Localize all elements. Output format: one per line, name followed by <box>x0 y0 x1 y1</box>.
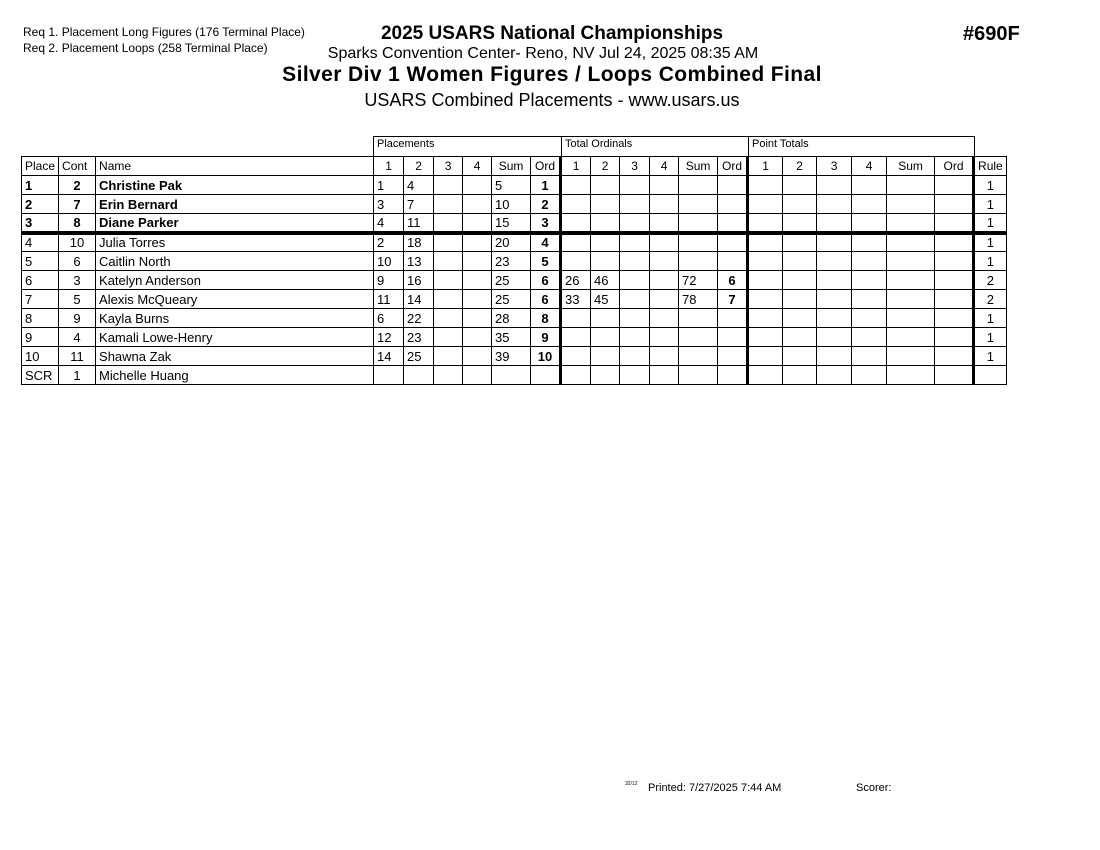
cell-place: 5 <box>22 252 59 271</box>
cell-t3 <box>817 347 852 366</box>
cell-pord <box>531 366 561 385</box>
cell-o4 <box>650 233 679 252</box>
col-ordinal-4: 4 <box>650 157 679 176</box>
cell-o2 <box>591 309 620 328</box>
cell-psum: 15 <box>492 214 531 233</box>
cell-p2 <box>404 366 434 385</box>
cell-tord <box>935 176 974 195</box>
cell-p4 <box>463 271 492 290</box>
cell-psum: 10 <box>492 195 531 214</box>
cell-p1: 12 <box>374 328 404 347</box>
cell-p3 <box>434 309 463 328</box>
cell-place: 10 <box>22 347 59 366</box>
cell-o1 <box>561 309 591 328</box>
cell-psum: 25 <box>492 290 531 309</box>
cell-o1 <box>561 328 591 347</box>
cell-cont: 6 <box>59 252 96 271</box>
cell-o1 <box>561 252 591 271</box>
scorer-label: Scorer: <box>856 782 892 794</box>
col-points-2: 2 <box>783 157 817 176</box>
cell-o3 <box>620 347 650 366</box>
col-points-sum: Sum <box>887 157 935 176</box>
cell-tord <box>935 252 974 271</box>
cell-t3 <box>817 366 852 385</box>
cell-o3 <box>620 271 650 290</box>
subtitle: USARS Combined Placements - www.usars.us <box>364 90 740 110</box>
cell-cont: 9 <box>59 309 96 328</box>
cell-t3 <box>817 252 852 271</box>
table-row <box>22 290 1007 309</box>
cell-t4 <box>852 252 887 271</box>
cell-osum <box>679 176 718 195</box>
cell-t2 <box>783 214 817 233</box>
cell-o3 <box>620 195 650 214</box>
cell-name: Alexis McQueary <box>96 290 374 309</box>
cell-p2: 25 <box>404 347 434 366</box>
cell-tord <box>935 309 974 328</box>
table-row <box>22 176 1007 195</box>
cell-p1: 4 <box>374 214 404 233</box>
cell-o1: 26 <box>561 271 591 290</box>
col-placement-2: 2 <box>404 157 434 176</box>
cell-p2: 18 <box>404 233 434 252</box>
col-placement-4: 4 <box>463 157 492 176</box>
cell-place: 1 <box>22 176 59 195</box>
cell-osum <box>679 214 718 233</box>
cell-rule: 2 <box>974 290 1007 309</box>
cell-tord <box>935 271 974 290</box>
cell-name: Julia Torres <box>96 233 374 252</box>
cell-oord <box>718 309 748 328</box>
cell-tsum <box>887 252 935 271</box>
col-points-1: 1 <box>748 157 783 176</box>
col-points-3: 3 <box>817 157 852 176</box>
cell-t1 <box>748 176 783 195</box>
cell-psum: 35 <box>492 328 531 347</box>
cell-cont: 5 <box>59 290 96 309</box>
cell-tord <box>935 366 974 385</box>
cell-t2 <box>783 328 817 347</box>
cell-t1 <box>748 290 783 309</box>
cell-rule: 1 <box>974 309 1007 328</box>
cell-t2 <box>783 252 817 271</box>
col-ordinal-sum: Sum <box>679 157 718 176</box>
cell-cont: 11 <box>59 347 96 366</box>
cell-p4 <box>463 290 492 309</box>
cell-p1: 9 <box>374 271 404 290</box>
cell-o4 <box>650 366 679 385</box>
cell-o3 <box>620 290 650 309</box>
cell-p1 <box>374 366 404 385</box>
cell-o4 <box>650 176 679 195</box>
cell-t4 <box>852 366 887 385</box>
cell-oord <box>718 366 748 385</box>
cell-p1: 1 <box>374 176 404 195</box>
cell-pord: 8 <box>531 309 561 328</box>
cell-o4 <box>650 195 679 214</box>
cell-rule: 1 <box>974 233 1007 252</box>
cell-t1 <box>748 366 783 385</box>
cell-p3 <box>434 195 463 214</box>
cell-name: Michelle Huang <box>96 366 374 385</box>
cell-rule: 1 <box>974 252 1007 271</box>
cell-t4 <box>852 176 887 195</box>
cell-cont: 10 <box>59 233 96 252</box>
col-name: Name <box>96 157 374 176</box>
cell-rule: 1 <box>974 176 1007 195</box>
cell-place: 3 <box>22 214 59 233</box>
col-ordinal-3: 3 <box>620 157 650 176</box>
cell-t4 <box>852 214 887 233</box>
cell-t1 <box>748 309 783 328</box>
cell-o3 <box>620 252 650 271</box>
cell-p1: 11 <box>374 290 404 309</box>
printer-mark: 32/12 <box>625 781 638 787</box>
cell-t1 <box>748 214 783 233</box>
cell-osum <box>679 195 718 214</box>
cell-tsum <box>887 347 935 366</box>
cell-p3 <box>434 214 463 233</box>
cell-t3 <box>817 233 852 252</box>
col-points-ord: Ord <box>935 157 974 176</box>
cell-p2: 11 <box>404 214 434 233</box>
cell-p1: 6 <box>374 309 404 328</box>
cell-o2 <box>591 347 620 366</box>
cell-name: Diane Parker <box>96 214 374 233</box>
table-row <box>22 366 1007 385</box>
cell-rule: 1 <box>974 328 1007 347</box>
table-row <box>22 328 1007 347</box>
cell-oord <box>718 347 748 366</box>
cell-tord <box>935 328 974 347</box>
col-placement-1: 1 <box>374 157 404 176</box>
cell-p3 <box>434 366 463 385</box>
cell-pord: 6 <box>531 271 561 290</box>
cell-pord: 5 <box>531 252 561 271</box>
competition-title: Silver Div 1 Women Figures / Loops Combined Final <box>282 63 822 86</box>
cell-name: Erin Bernard <box>96 195 374 214</box>
cell-p4 <box>463 252 492 271</box>
cell-o1 <box>561 347 591 366</box>
cell-o1 <box>561 214 591 233</box>
table-row <box>22 309 1007 328</box>
cell-o2 <box>591 176 620 195</box>
cell-rule: 1 <box>974 347 1007 366</box>
cell-o3 <box>620 176 650 195</box>
cell-t2 <box>783 195 817 214</box>
cell-pord: 3 <box>531 214 561 233</box>
cell-o2 <box>591 214 620 233</box>
cell-cont: 3 <box>59 271 96 290</box>
cell-psum <box>492 366 531 385</box>
cell-p3 <box>434 233 463 252</box>
cell-cont: 7 <box>59 195 96 214</box>
cell-rule: 2 <box>974 271 1007 290</box>
cell-tsum <box>887 290 935 309</box>
event-title: 2025 USARS National Championships <box>380 23 724 44</box>
cell-o3 <box>620 328 650 347</box>
cell-oord: 7 <box>718 290 748 309</box>
cell-t4 <box>852 290 887 309</box>
cell-t1 <box>748 233 783 252</box>
cell-psum: 20 <box>492 233 531 252</box>
printed-timestamp: Printed: 7/27/2025 7:44 AM <box>648 782 782 794</box>
cell-p1: 2 <box>374 233 404 252</box>
col-ordinal-2: 2 <box>591 157 620 176</box>
cell-oord <box>718 252 748 271</box>
cell-p1: 10 <box>374 252 404 271</box>
cell-t3 <box>817 271 852 290</box>
cell-o3 <box>620 366 650 385</box>
cell-o4 <box>650 271 679 290</box>
cell-cont: 8 <box>59 214 96 233</box>
cell-rule: 1 <box>974 195 1007 214</box>
cell-p2: 13 <box>404 252 434 271</box>
cell-tsum <box>887 366 935 385</box>
cell-name: Shawna Zak <box>96 347 374 366</box>
cell-tsum <box>887 233 935 252</box>
cell-o3 <box>620 214 650 233</box>
col-points-4: 4 <box>852 157 887 176</box>
cell-p4 <box>463 309 492 328</box>
cell-p4 <box>463 328 492 347</box>
results-table <box>21 156 1007 385</box>
cell-tord <box>935 233 974 252</box>
cell-psum: 28 <box>492 309 531 328</box>
table-row <box>22 347 1007 366</box>
cell-o4 <box>650 347 679 366</box>
cell-place: 4 <box>22 233 59 252</box>
col-rule: Rule <box>974 157 1007 176</box>
cell-t2 <box>783 176 817 195</box>
cell-t1 <box>748 271 783 290</box>
event-number: #690F <box>963 23 1020 45</box>
cell-osum <box>679 328 718 347</box>
cell-t4 <box>852 347 887 366</box>
col-placement-sum: Sum <box>492 157 531 176</box>
table-row <box>22 233 1007 252</box>
col-placement-3: 3 <box>434 157 463 176</box>
cell-o2 <box>591 366 620 385</box>
cell-name: Kamali Lowe-Henry <box>96 328 374 347</box>
cell-o1: 33 <box>561 290 591 309</box>
cell-t2 <box>783 309 817 328</box>
cell-o4 <box>650 252 679 271</box>
cell-oord <box>718 214 748 233</box>
cell-o2 <box>591 233 620 252</box>
cell-psum: 5 <box>492 176 531 195</box>
cell-p4 <box>463 195 492 214</box>
cell-p3 <box>434 328 463 347</box>
cell-t3 <box>817 214 852 233</box>
cell-o2 <box>591 195 620 214</box>
cell-tord <box>935 214 974 233</box>
cell-name: Caitlin North <box>96 252 374 271</box>
cell-osum: 72 <box>679 271 718 290</box>
cell-osum <box>679 366 718 385</box>
cell-tord <box>935 195 974 214</box>
cell-psum: 23 <box>492 252 531 271</box>
cell-pord: 6 <box>531 290 561 309</box>
cell-t3 <box>817 309 852 328</box>
cell-o1 <box>561 176 591 195</box>
requirement-1: Req 1. Placement Long Figures (176 Terminal Place) <box>23 25 305 39</box>
cell-osum: 78 <box>679 290 718 309</box>
table-row <box>22 195 1007 214</box>
cell-p3 <box>434 347 463 366</box>
group-point-totals: Point Totals <box>748 136 975 156</box>
cell-place: SCR <box>22 366 59 385</box>
col-ordinal-ord: Ord <box>718 157 748 176</box>
col-ordinal-1: 1 <box>561 157 591 176</box>
cell-t4 <box>852 233 887 252</box>
cell-p3 <box>434 290 463 309</box>
cell-t3 <box>817 195 852 214</box>
col-place: Place <box>22 157 59 176</box>
cell-t3 <box>817 176 852 195</box>
cell-pord: 9 <box>531 328 561 347</box>
cell-o1 <box>561 195 591 214</box>
cell-p2: 4 <box>404 176 434 195</box>
cell-pord: 4 <box>531 233 561 252</box>
cell-p3 <box>434 252 463 271</box>
cell-p4 <box>463 176 492 195</box>
cell-tsum <box>887 214 935 233</box>
table-row <box>22 252 1007 271</box>
group-placements: Placements <box>373 136 562 156</box>
table-row <box>22 271 1007 290</box>
cell-t2 <box>783 271 817 290</box>
cell-p3 <box>434 176 463 195</box>
cell-p1: 14 <box>374 347 404 366</box>
cell-osum <box>679 233 718 252</box>
cell-t3 <box>817 290 852 309</box>
cell-o2: 46 <box>591 271 620 290</box>
cell-t1 <box>748 347 783 366</box>
cell-t2 <box>783 366 817 385</box>
cell-oord <box>718 195 748 214</box>
cell-rule: 1 <box>974 214 1007 233</box>
cell-place: 9 <box>22 328 59 347</box>
cell-oord: 6 <box>718 271 748 290</box>
cell-o3 <box>620 309 650 328</box>
cell-tsum <box>887 309 935 328</box>
col-placement-ord: Ord <box>531 157 561 176</box>
cell-t2 <box>783 233 817 252</box>
cell-name: Christine Pak <box>96 176 374 195</box>
column-header-row <box>22 157 1007 176</box>
cell-t4 <box>852 309 887 328</box>
cell-p2: 23 <box>404 328 434 347</box>
cell-tord <box>935 347 974 366</box>
cell-p4 <box>463 214 492 233</box>
cell-o3 <box>620 233 650 252</box>
cell-t2 <box>783 347 817 366</box>
cell-o2 <box>591 328 620 347</box>
cell-psum: 25 <box>492 271 531 290</box>
cell-t4 <box>852 271 887 290</box>
cell-p2: 22 <box>404 309 434 328</box>
venue-date: Sparks Convention Center- Reno, NV Jul 24, 2025 08:35 AM <box>327 45 759 62</box>
cell-place: 6 <box>22 271 59 290</box>
cell-osum <box>679 347 718 366</box>
col-cont: Cont <box>59 157 96 176</box>
cell-pord: 1 <box>531 176 561 195</box>
cell-cont: 4 <box>59 328 96 347</box>
cell-t2 <box>783 290 817 309</box>
cell-tsum <box>887 271 935 290</box>
cell-oord <box>718 233 748 252</box>
cell-t1 <box>748 252 783 271</box>
cell-name: Kayla Burns <box>96 309 374 328</box>
cell-o4 <box>650 328 679 347</box>
cell-p1: 3 <box>374 195 404 214</box>
cell-name: Katelyn Anderson <box>96 271 374 290</box>
cell-o4 <box>650 214 679 233</box>
cell-place: 8 <box>22 309 59 328</box>
cell-t4 <box>852 195 887 214</box>
cell-cont: 2 <box>59 176 96 195</box>
cell-rule <box>974 366 1007 385</box>
cell-psum: 39 <box>492 347 531 366</box>
cell-t3 <box>817 328 852 347</box>
cell-place: 7 <box>22 290 59 309</box>
cell-p2: 14 <box>404 290 434 309</box>
cell-p2: 16 <box>404 271 434 290</box>
cell-osum <box>679 309 718 328</box>
cell-pord: 2 <box>531 195 561 214</box>
cell-tsum <box>887 195 935 214</box>
cell-o4 <box>650 290 679 309</box>
group-total-ordinals: Total Ordinals <box>561 136 749 156</box>
cell-o2: 45 <box>591 290 620 309</box>
cell-t1 <box>748 195 783 214</box>
cell-t1 <box>748 328 783 347</box>
cell-tord <box>935 290 974 309</box>
cell-p4 <box>463 366 492 385</box>
table-row <box>22 214 1007 233</box>
cell-tsum <box>887 176 935 195</box>
cell-o1 <box>561 366 591 385</box>
cell-p4 <box>463 347 492 366</box>
cell-osum <box>679 252 718 271</box>
cell-t4 <box>852 328 887 347</box>
requirement-2: Req 2. Placement Loops (258 Terminal Place) <box>23 41 268 55</box>
cell-p3 <box>434 271 463 290</box>
cell-tsum <box>887 328 935 347</box>
cell-cont: 1 <box>59 366 96 385</box>
cell-o4 <box>650 309 679 328</box>
cell-oord <box>718 328 748 347</box>
cell-o2 <box>591 252 620 271</box>
cell-p2: 7 <box>404 195 434 214</box>
cell-oord <box>718 176 748 195</box>
cell-o1 <box>561 233 591 252</box>
cell-p4 <box>463 233 492 252</box>
cell-place: 2 <box>22 195 59 214</box>
cell-pord: 10 <box>531 347 561 366</box>
